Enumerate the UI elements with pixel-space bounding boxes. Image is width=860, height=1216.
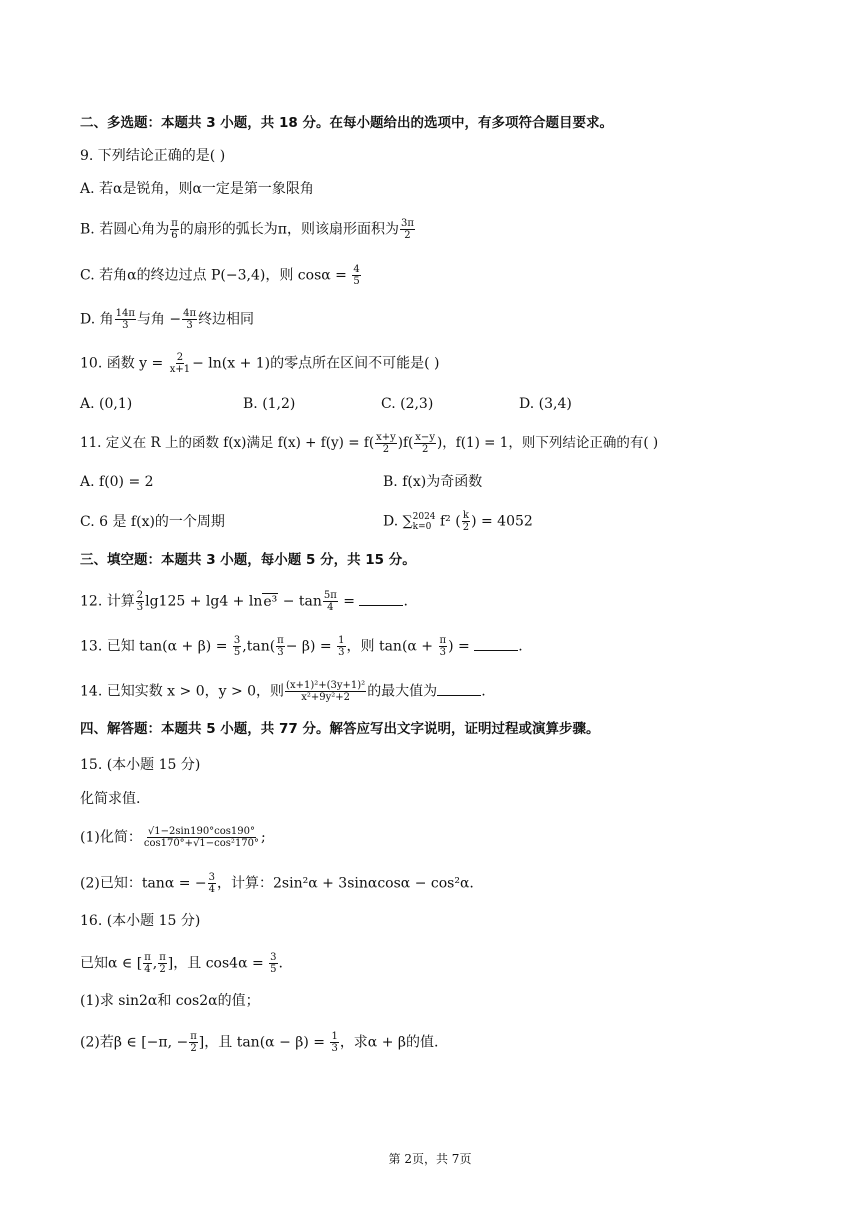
fraction: $\frac{3}{5}$ [270,952,277,975]
page-footer: 第 2页，共 7页 [388,1152,472,1166]
question-10-option-b: B. (1,2) [243,396,296,412]
question-16-intro: 已知α ∈ [ $\frac{\pi}{4}$ , $\frac{\pi}{2}$ ]，且 cos4α = $\frac{3}{5}$ . [80,952,283,975]
question-14: 14. 已知实数 x > 0，y > 0，则 $\frac{\text{(x+1)²+(3y+1)²}}{\text{x²+9y²+2}}$ 的最大值为 . [80,680,486,703]
fraction: $\frac{\pi}{3}$ [277,635,284,658]
fraction: $\frac{\pi}{2}$ [190,1031,197,1054]
section-title-multiple-choice: 二、多选题：本题共 3 小题，共 18 分。在每小题给出的选项中，有多项符合题目要求。 [80,115,613,131]
question-9-option-b: B. 若圆心角为 $\frac{\pi}{6}$ 的扇形的弧长为π，则该扇形面积为 $\frac{3\pi}{2}$ [80,218,414,241]
question-11-option-a: A. f(0) = 2 [80,474,154,490]
question-10-option-a: A. (0,1) [80,396,133,412]
fraction: $\frac{3}{5}$ [233,635,241,658]
question-15-part-1: (1)化简： $\frac{√1-2\sin 190^\circ\cos 190^\circ}{\text{cos170°+√1−cos²170°}}$ ; [80,826,266,849]
fraction: $\frac{2}{3}$ [136,590,144,613]
fraction: $\frac{\pi}{2}$ [159,952,166,975]
question-10-option-d: D. (3,4) [519,396,572,412]
question-15-intro: 化简求值. [80,791,141,807]
section-title-solutions: 四、解答题：本题共 5 小题，共 77 分。解答应写出文字说明，证明过程或演算步骤。 [80,721,600,737]
question-11-stem: 11. 定义在 R 上的函数 f(x)满足 f(x) + f(y) = f( $\frac{x+y}{2}$ )f( $\frac{x-y}{2}$ )，f(1) = 1，则下列结论正确的有( ) [80,432,659,455]
question-10-stem: 10. 函数 y = $\frac{2}{x+1}$ − ln(x + 1)的零点所在区间不可能是( ) [80,352,440,375]
fraction: $\frac{k}{2}$ [462,510,470,533]
answer-blank[interactable] [359,593,403,606]
answer-blank[interactable] [437,683,481,696]
question-16-part-1: (1)求 sin2α和 cos2α的值； [80,993,260,1009]
fraction: $\frac{1}{3}$ [338,635,345,658]
fraction: $\frac{3}{4}$ [208,872,216,895]
question-13: 13. 已知 tan(α + β) = $\frac{3}{5}$ ,tan( $\frac{\pi}{3}$ − β) = $\frac{1}{3}$ ，则 tan(α + $\frac{\pi}{3}$ ) = . [80,635,523,658]
fraction: $\frac{\pi}{6}$ [171,218,178,241]
fraction: $\frac{\text{(x+1)²+(3y+1)²}}{\text{x²+9y²+2}}$ [286,680,366,703]
fraction: $\frac{\pi}{3}$ [439,635,447,658]
question-15-heading: 15. (本小题 15 分) [80,757,201,773]
fraction: $\frac{2}{x+1}$ [169,352,191,375]
question-10-option-c: C. (2,3) [381,396,434,412]
fraction: $\frac{x-y}{2}$ [415,432,435,455]
fraction: $\frac{4\pi}{3}$ [183,308,197,331]
answer-blank[interactable] [474,638,518,651]
section-title-fill-in: 三、填空题：本题共 3 小题，每小题 5 分，共 15 分。 [80,552,416,568]
fraction: $\frac{14\pi}{3}$ [115,308,135,331]
question-12: 12. 计算 $\frac{2}{3}$ lg125 + lg4 + lne³ − tan $\frac{5\pi}{4}$ = . [80,590,408,613]
question-15-part-2: (2)已知：tanα = − $\frac{3}{4}$ ，计算：2sin²α + 3sinαcosα − cos²α. [80,872,474,895]
fraction: $\frac{3\pi}{2}$ [400,218,414,241]
fraction: $\frac{\pi}{4}$ [144,952,151,975]
question-11-option-d: D. ∑ 2024 k=0 f² ( $\frac{k}{2}$ ) = 4052 [383,510,533,533]
question-9-option-d: D. 角 $\frac{14\pi}{3}$ 与角 − $\frac{4\pi}{3}$ 终边相同 [80,308,255,331]
question-11-option-b: B. f(x)为奇函数 [383,474,483,490]
question-9-option-a: A. 若α是锐角，则α一定是第一象限角 [80,181,314,197]
fraction: $\frac{√1-2\sin 190^\circ\cos 190^\circ}{\text{cos170°+√1−cos²170°}}$ [143,826,260,849]
question-9-stem: 9. 下列结论正确的是( ) [80,148,226,164]
question-9-option-c: C. 若角α的终边过点 P(−3,4)，则 cosα = $\frac{4}{5}$ [80,264,360,287]
question-16-part-2: (2)若β ∈ [−π, − $\frac{\pi}{2}$ ]，且 tan(α − β) = $\frac{1}{3}$ ，求α + β的值. [80,1031,439,1054]
fraction: $\frac{4}{5}$ [353,264,360,287]
fraction: $\frac{x+y}{2}$ [376,432,396,455]
question-11-option-c: C. 6 是 f(x)的一个周期 [80,514,225,530]
fraction: $\frac{5\pi}{4}$ [323,590,337,613]
question-16-heading: 16. (本小题 15 分) [80,913,201,929]
fraction: $\frac{1}{3}$ [331,1031,338,1054]
